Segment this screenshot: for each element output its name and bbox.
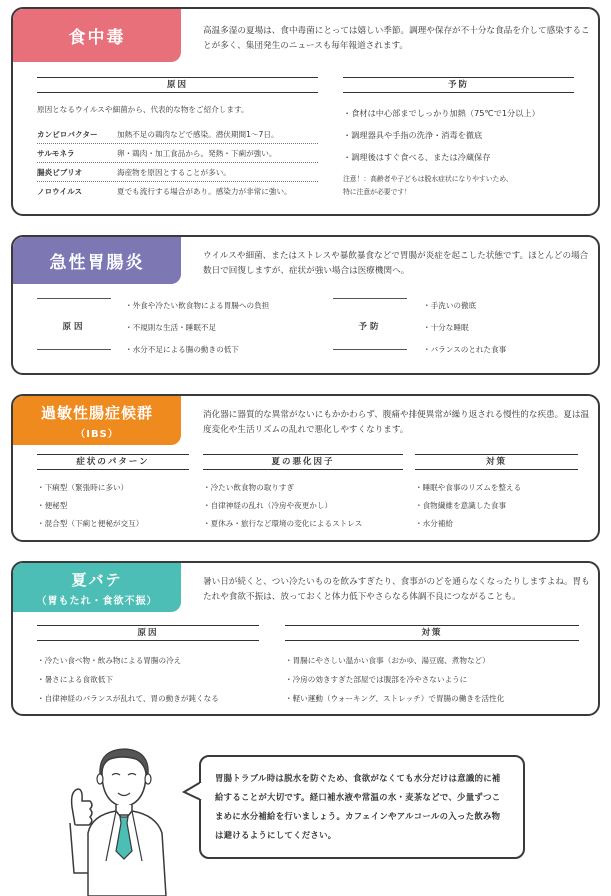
ibs-factors-header: 夏の悪化因子 (203, 454, 403, 470)
summer-fatigue-description: 暑い日が続くと、つい冷たいものを飲みすぎたり、食事がのどを通らなくなったりしますよね。胃もたれや食欲不振は、放っておくと体力低下やさらなる体調不良につながることも。 (203, 577, 590, 602)
ibs-patterns-header: 症状のパターン (37, 454, 189, 470)
summer-fatigue-cause-header: 原因 (37, 625, 259, 641)
pathogen-desc: 加熱不足の鶏肉などで感染。潜伏期間1〜7日。 (117, 129, 279, 139)
ibs-patterns-list (37, 479, 143, 533)
list-item: ・ 水分補給 (415, 515, 521, 533)
food-poisoning-cause-header: 原因 (37, 77, 318, 93)
list-item: ・ 暑さによる食欲低下 (37, 670, 219, 689)
pathogen-desc: 夏でも流行する場合があり。感染力が非常に強い。 (117, 187, 292, 196)
food-poisoning-prevention-list (343, 102, 540, 168)
food-poisoning-cause-intro: 原因となるウイルスや細菌から、代表的な物をご紹介します。 (37, 105, 249, 114)
list-item: ・ 水分不足による腸の動きの低下 (125, 339, 269, 361)
advice-text: 胃腸トラブル時は脱水を防ぐため、食欲がなくても水分だけは意識的に補給することが大切です。経口補水液や常温の水・麦茶などで、少量ずつこまめに水分補給を行いましょう。カフェインやアルコールの入った飲み物は避けるようにしてください。 (215, 773, 501, 840)
table-row (37, 144, 318, 163)
summer-fatigue-measures-list (285, 651, 504, 708)
list-item: ・ 胃腸にやさしい温かい食事（おかゆ、湯豆腐、煮物など） (285, 651, 504, 670)
advice-bubble (199, 755, 525, 859)
ibs-description: 消化器に器質的な異常がないにもかかわらず、腹痛や排便異常が繰り返される慢性的な疾患。夏は温度変化や生活リズムの乱れで悪化しやすくなります。 (203, 410, 590, 435)
ibs-header (13, 396, 181, 445)
list-item: ・ 食物繊維を意識した食事 (415, 497, 521, 515)
gastroenteritis-prevention-list (423, 295, 506, 361)
list-item: ・ 不規則な生活・睡眠不足 (125, 317, 269, 339)
food-poisoning-note-line1: 注意！：高齢者や子どもは脱水症状になりやすいため、 (343, 175, 513, 183)
food-poisoning-card (11, 7, 600, 216)
list-item: ・ 睡眠や食事のリズムを整える (415, 479, 521, 497)
food-poisoning-description: 高温多湿の夏場は、食中毒菌にとっては嬉しい季節。調理や保存が不十分な食品を介して感染することが多く、集団発生のニュースも毎年報道されます。 (203, 26, 590, 51)
food-poisoning-title: 食中毒 (68, 28, 126, 48)
pathogen-desc: 卵・鶏肉・加工食品から。発熱・下痢が強い。 (117, 148, 277, 158)
list-item: ・ 軽い運動（ウォーキング、ストレッチ）で胃腸の働きを活性化 (285, 689, 504, 708)
list-item: ・ 冷たい食べ物・飲み物による胃腸の冷え (37, 651, 219, 670)
summer-fatigue-measures-header: 対策 (285, 625, 579, 641)
list-item: ・ 十分な睡眠 (423, 317, 506, 339)
ibs-factors-list (203, 479, 362, 533)
list-item: ・ 調理後はすぐ食べる、または冷蔵保存 (343, 146, 540, 168)
list-item: ・ 食材は中心部までしっかり加熱（75℃で1分以上） (343, 102, 540, 124)
list-item: ・ 下痢型（緊張時に多い） (37, 479, 143, 497)
bubble-tail (182, 780, 204, 802)
pathogen-name: カンピロバクター (37, 129, 98, 139)
divider (37, 298, 111, 299)
doctor-illustration (58, 745, 168, 896)
gastroenteritis-cause-label: 原因 (62, 322, 86, 332)
list-item: ・ 自律神経のバランスが乱れて、胃の動きが鈍くなる (37, 689, 219, 708)
list-item: ・ 便秘型 (37, 497, 143, 515)
list-item: ・ 混合型（下痢と便秘が交互） (37, 515, 143, 533)
gastroenteritis-description: ウイルスや細菌、またはストレスや暴飲暴食などで胃腸が炎症を起こした状態です。ほとんどの場合数日で回復しますが、症状が強い場合は医療機関へ。 (203, 251, 589, 276)
food-poisoning-header (13, 9, 181, 62)
list-item: ・ 外食や冷たい飲食物による胃腸への負担 (125, 295, 269, 317)
food-poisoning-prevention-header: 予防 (343, 77, 574, 93)
summer-fatigue-card (11, 561, 600, 716)
pathogen-desc: 海産物を原因とすることが多い。 (117, 167, 231, 177)
ibs-subtitle: （IBS） (75, 428, 119, 440)
list-item: ・ バランスのとれた食事 (423, 339, 506, 361)
summer-fatigue-header (13, 563, 181, 612)
ibs-measures-header: 対策 (415, 454, 578, 470)
divider (333, 298, 407, 299)
ibs-measures-list (415, 479, 521, 533)
list-item: ・ 調理器具や手指の洗浄・消毒を徹底 (343, 124, 540, 146)
gastroenteritis-cause-list (125, 295, 269, 361)
divider (333, 349, 407, 350)
table-row (37, 125, 318, 144)
table-row (37, 182, 318, 201)
summer-fatigue-cause-list (37, 651, 219, 708)
gastroenteritis-title: 急性胃腸炎 (49, 253, 145, 273)
gastroenteritis-header (13, 237, 181, 284)
list-item: ・ 自律神経の乱れ（冷房や夜更かし） (203, 497, 362, 515)
list-item: ・ 夏休み・旅行など環境の変化によるストレス (203, 515, 362, 533)
pathogen-name: ノロウイルス (37, 187, 83, 196)
list-item: ・ 冷房の効きすぎた部屋では腹部を冷やさないように (285, 670, 504, 689)
food-poisoning-note-line2: 特に注意が必要です！ (343, 188, 411, 196)
summer-fatigue-title: 夏バテ (71, 570, 123, 589)
gastroenteritis-prevention-label: 予防 (358, 322, 382, 332)
table-row (37, 163, 318, 182)
list-item: ・ 手洗いの徹底 (423, 295, 506, 317)
ibs-title: 過敏性腸症候群 (40, 403, 153, 422)
pathogen-name: 腸炎ビブリオ (37, 167, 83, 177)
divider (37, 349, 111, 350)
ibs-card (11, 394, 600, 542)
list-item: ・ 冷たい飲食物の取りすぎ (203, 479, 362, 497)
summer-fatigue-subtitle: （胃もたれ・食欲不振） (36, 595, 158, 607)
gastroenteritis-card (11, 235, 600, 375)
pathogen-name: サルモネラ (37, 148, 75, 158)
